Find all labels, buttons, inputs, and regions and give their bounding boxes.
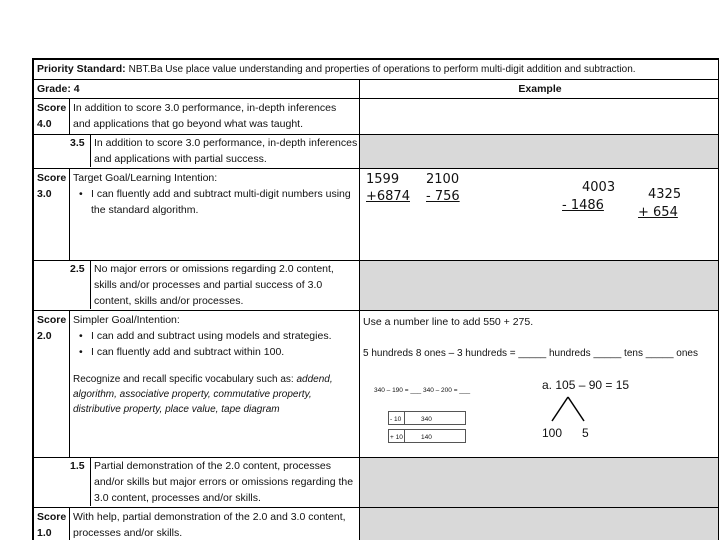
problem-3-bottom: - 1486	[562, 198, 604, 213]
scale-document	[32, 58, 719, 540]
score2-bullet-1: • I can add and subtract using models and strategies.	[73, 328, 356, 344]
problem-4-bottom: + 654	[638, 205, 678, 220]
score3-example	[360, 169, 720, 261]
score15-cell	[34, 458, 360, 508]
vocab-intro: Recognize and recall specific vocabulary such as:	[73, 374, 294, 385]
priority-row	[34, 60, 720, 80]
score2-row	[34, 311, 720, 458]
score4-label: Score 4.0	[34, 99, 70, 135]
score2-content	[70, 311, 360, 458]
score25-example	[360, 261, 720, 311]
example-heading: Example	[360, 80, 720, 99]
score15-level: 1.5	[70, 460, 85, 472]
score15-text: Partial demonstration of the 2.0 content, processes and/or skills but major errors or omissions regarding the 3.0 content, processes and/or skills.	[90, 458, 359, 506]
score2-goal: Simpler Goal/Intention:	[73, 314, 180, 326]
score35-example	[360, 135, 720, 169]
small-equation: 340 – 190 = ___ 340 – 200 = ___	[374, 387, 471, 394]
grade-label: Grade: 4	[34, 80, 360, 99]
problem-2	[426, 171, 460, 205]
score2-bullet-2: • I can fluently add and subtract within 100.	[73, 344, 356, 360]
problem-3	[562, 179, 615, 215]
score2-example	[360, 311, 720, 458]
score35-text: In addition to score 3.0 performance, in-depth inferences and applications with partial success.	[90, 135, 359, 167]
score1-label: Score 1.0	[34, 508, 70, 540]
box2-right: 140	[421, 434, 432, 441]
place-value-prompt: 5 hundreds 8 ones – 3 hundreds = _____ hundreds _____ tens _____ ones	[363, 348, 698, 359]
decomposition-equation: a. 105 – 90 = 15	[542, 378, 630, 392]
problem-4	[638, 186, 681, 222]
score35-row	[34, 135, 720, 169]
score35-level: 3.5	[70, 137, 85, 149]
problem-1-top: 1599	[366, 172, 400, 187]
vocab-terms: addend, algorithm, associative property, commutative property, distributive property, place value, tape diagram	[73, 374, 333, 415]
score4-example	[360, 99, 720, 135]
problem-3-top: 4003	[582, 180, 616, 195]
number-line-prompt: Use a number line to add 550 + 275.	[363, 316, 534, 328]
box1-right: 340	[421, 416, 432, 423]
score4-row	[34, 99, 720, 135]
score3-content	[70, 169, 360, 261]
bond-right-value: 5	[582, 426, 589, 440]
score1-text: With help, partial demonstration of the 2.0 and 3.0 content, processes and/or skills.	[70, 508, 360, 540]
priority-text: NBT.Ba Use place value understanding and properties of operations to perform multi-digit addition and subtraction.	[128, 64, 636, 75]
score1-example	[360, 508, 720, 540]
score25-cell	[34, 261, 360, 311]
problem-4-top: 4325	[648, 187, 682, 202]
open-number-box-1	[388, 411, 466, 425]
score2-label: Score 2.0	[34, 311, 70, 458]
box1-left: - 10	[389, 412, 405, 424]
problem-1	[366, 171, 410, 205]
problem-2-top: 2100	[426, 172, 460, 187]
score1-row	[34, 508, 720, 540]
score25-level: 2.5	[70, 263, 85, 275]
number-bond-lines	[548, 395, 588, 423]
problem-1-bottom: +6874	[366, 189, 410, 204]
score35-cell	[34, 135, 360, 169]
score3-row	[34, 169, 720, 261]
score25-text: No major errors or omissions regarding 2.0 content, skills and/or processes and partial success of 3.0 content, skills and/or processes.	[90, 261, 359, 309]
score4-text: In addition to score 3.0 performance, in-depth inferences and applications that go beyond what was taught.	[70, 99, 360, 135]
open-number-box-2	[388, 429, 466, 443]
problem-2-bottom: - 756	[426, 189, 460, 204]
score15-example	[360, 458, 720, 508]
box2-left: + 10	[389, 430, 405, 442]
scale-table	[33, 59, 719, 540]
score15-row	[34, 458, 720, 508]
score25-row	[34, 261, 720, 311]
bond-left-value: 100	[542, 426, 563, 440]
vocab-block	[73, 372, 356, 417]
score3-bullet: • I can fluently add and subtract multi-digit numbers using the standard algorithm.	[73, 186, 356, 218]
priority-cell	[34, 60, 720, 80]
score3-label: Score 3.0	[34, 169, 70, 261]
priority-label: Priority Standard:	[37, 63, 126, 75]
grade-row	[34, 80, 720, 99]
score3-goal: Target Goal/Learning Intention:	[73, 172, 218, 184]
